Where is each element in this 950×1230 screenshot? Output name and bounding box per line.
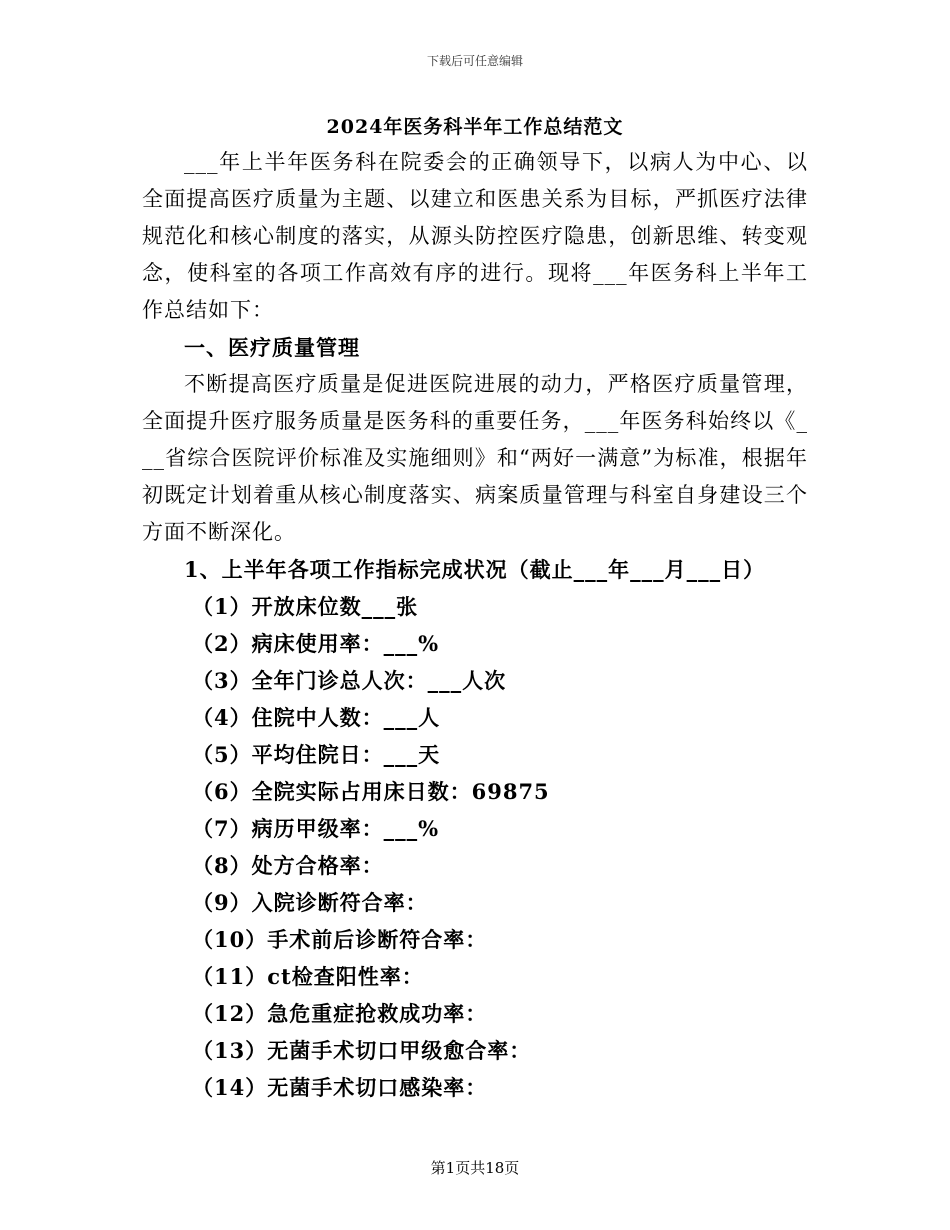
metric-item: （10）手术前后诊断符合率： (192, 927, 488, 952)
metric-item: （9）入院诊断符合率： (192, 890, 428, 915)
metric-item: （14）无菌手术切口感染率： (192, 1075, 488, 1100)
metric-item: （13）无菌手术切口甲级愈合率： (192, 1038, 532, 1063)
document-body (142, 112, 808, 1106)
section-heading-quality: 一、医疗质量管理 (184, 335, 360, 360)
metric-item: （1）开放床位数___张 (192, 594, 419, 619)
metric-item: （3）全年门诊总人次：___人次 (192, 668, 507, 693)
page-header: 下载后可任意编辑 (426, 54, 523, 68)
metric-item: （12）急危重症抢救成功率： (192, 1001, 488, 1026)
metric-item: （7）病历甲级率：___% (192, 816, 440, 841)
subheading-metrics: 1、上半年各项工作指标完成状况（截止___年___月___日） (184, 557, 766, 582)
metric-item: （11）ct检查阳性率： (192, 964, 424, 989)
metric-list (142, 588, 808, 1106)
metric-item: （5）平均住院日：___天 (192, 742, 441, 767)
metric-item: （2）病床使用率：___% (192, 631, 440, 656)
quality-paragraph: 不断提高医疗质量是促进医院进展的动力，严格医疗质量管理，全面提升医疗服务质量是医务科的重要任务，___年医务科始终以《___省综合医院评价标准及实施细则》和“两好一满意”为标准，根据年初既定计划着重从核心制度落实、病案质量管理与科室自身建设三个方面不断深化。 (142, 372, 808, 544)
document-title: 2024年医务科半年工作总结范文 (326, 116, 624, 138)
metric-item: （6）全院实际占用床日数：69875 (192, 779, 550, 804)
metric-item: （8）处方合格率： (192, 853, 384, 878)
metric-item: （4）住院中人数：___人 (192, 705, 441, 730)
intro-paragraph: ___年上半年医务科在院委会的正确领导下，以病人为中心、以全面提高医疗质量为主题、以建立和医患关系为目标，严抓医疗法律规范化和核心制度的落实，从源头防控医疗隐患，创新思维、转变观念，使科室的各项工作高效有序的进行。现将___年医务科上半年工作总结如下： (142, 150, 808, 322)
page-number: 第1页共18页 (430, 1159, 520, 1177)
